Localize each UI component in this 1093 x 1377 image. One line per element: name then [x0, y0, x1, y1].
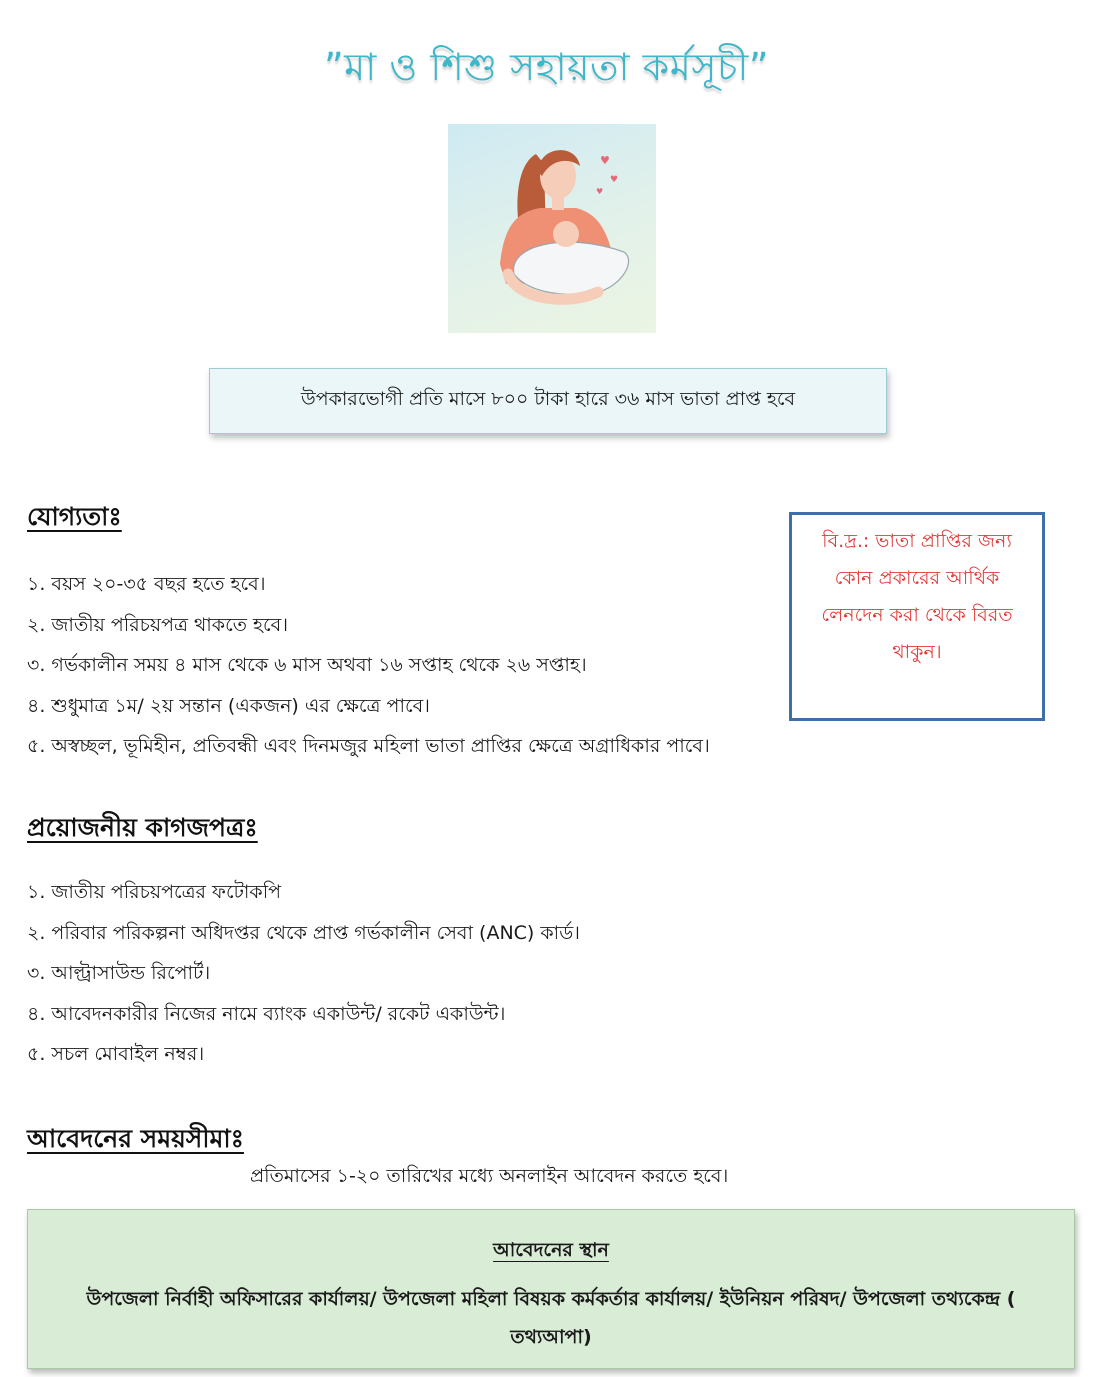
- notice-box: [789, 512, 1045, 721]
- documents-heading: প্রয়োজনীয় কাগজপত্রঃ: [27, 813, 258, 842]
- deadline-text: প্রতিমাসের ১-২০ তারিখের মধ্যে অনলাইন আবেদন করতে হবে।: [250, 1165, 729, 1187]
- svg-text:♥: ♥: [600, 154, 610, 167]
- eligibility-item: ৪. শুধুমাত্র ১ম/ ২য় সন্তান (একজন) এর ক্ষেত্রে পাবে।: [27, 694, 430, 717]
- benefit-banner: উপকারভোগী প্রতি মাসে ৮০০ টাকা হারে ৩৬ মাস ভাতা প্রাপ্ত হবে: [209, 368, 887, 434]
- mother-child-illustration: [448, 124, 656, 333]
- document-item: ২. পরিবার পরিকল্পনা অধিদপ্তর থেকে প্রাপ্ত গর্ভকালীন সেবা (ANC) কার্ড।: [27, 921, 580, 944]
- svg-text:♥: ♥: [596, 187, 604, 196]
- document-item: ৪. আবেদনকারীর নিজের নামে ব্যাংক একাউন্ট/ রকেট একাউন্ট।: [27, 1002, 506, 1025]
- eligibility-item: ৫. অস্বচ্ছল, ভূমিহীন, প্রতিবন্ধী এবং দিনমজুর মহিলা ভাতা প্রাপ্তির ক্ষেত্রে অগ্রাধিকার পাবে।: [27, 735, 710, 757]
- eligibility-item: ১. বয়স ২০-৩৫ বছর হতে হবে।: [27, 573, 266, 595]
- document-item: ৩. আল্ট্রাসাউন্ড রিপোর্ট।: [27, 962, 211, 984]
- application-place-box: [27, 1209, 1075, 1369]
- document-item: ১. জাতীয় পরিচয়পত্রের ফটোকপি: [27, 881, 282, 903]
- place-text: উপজেলা নির্বাহী অফিসারের কার্যালয়/ উপজেলা মহিলা বিষয়ক কর্মকর্তার কার্যালয়/ ইউনিয়ন পরিষদ/ উপজেলা তথ্যকেন্দ্র ( তথ্যআপা): [86, 1288, 1016, 1348]
- mother-nursing-baby-image: [448, 124, 656, 333]
- svg-text:♥: ♥: [610, 175, 619, 185]
- page-title: ”মা ও শিশু সহায়তা কর্মসূচী”: [323, 45, 769, 89]
- eligibility-item: ৩. গর্ভকালীন সময় ৪ মাস থেকে ৬ মাস অথবা ১৬ সপ্তাহ থেকে ২৬ সপ্তাহ।: [27, 654, 587, 676]
- eligibility-item: ২. জাতীয় পরিচয়পত্র থাকতে হবে।: [27, 613, 289, 636]
- deadline-heading: আবেদনের সময়সীমাঃ: [27, 1124, 244, 1153]
- document-item: ৫. সচল মোবাইল নম্বর।: [27, 1043, 205, 1065]
- notice-text: বি.দ্র.: ভাতা প্রাপ্তির জন্য কোন প্রকারের আর্থিক লেনদেন করা থেকে বিরত থাকুন।: [821, 530, 1013, 663]
- eligibility-heading: যোগ্যতাঃ: [27, 502, 122, 531]
- documents-list: [27, 872, 580, 1075]
- place-title: আবেদনের স্থান: [493, 1239, 609, 1261]
- eligibility-list: [27, 564, 710, 767]
